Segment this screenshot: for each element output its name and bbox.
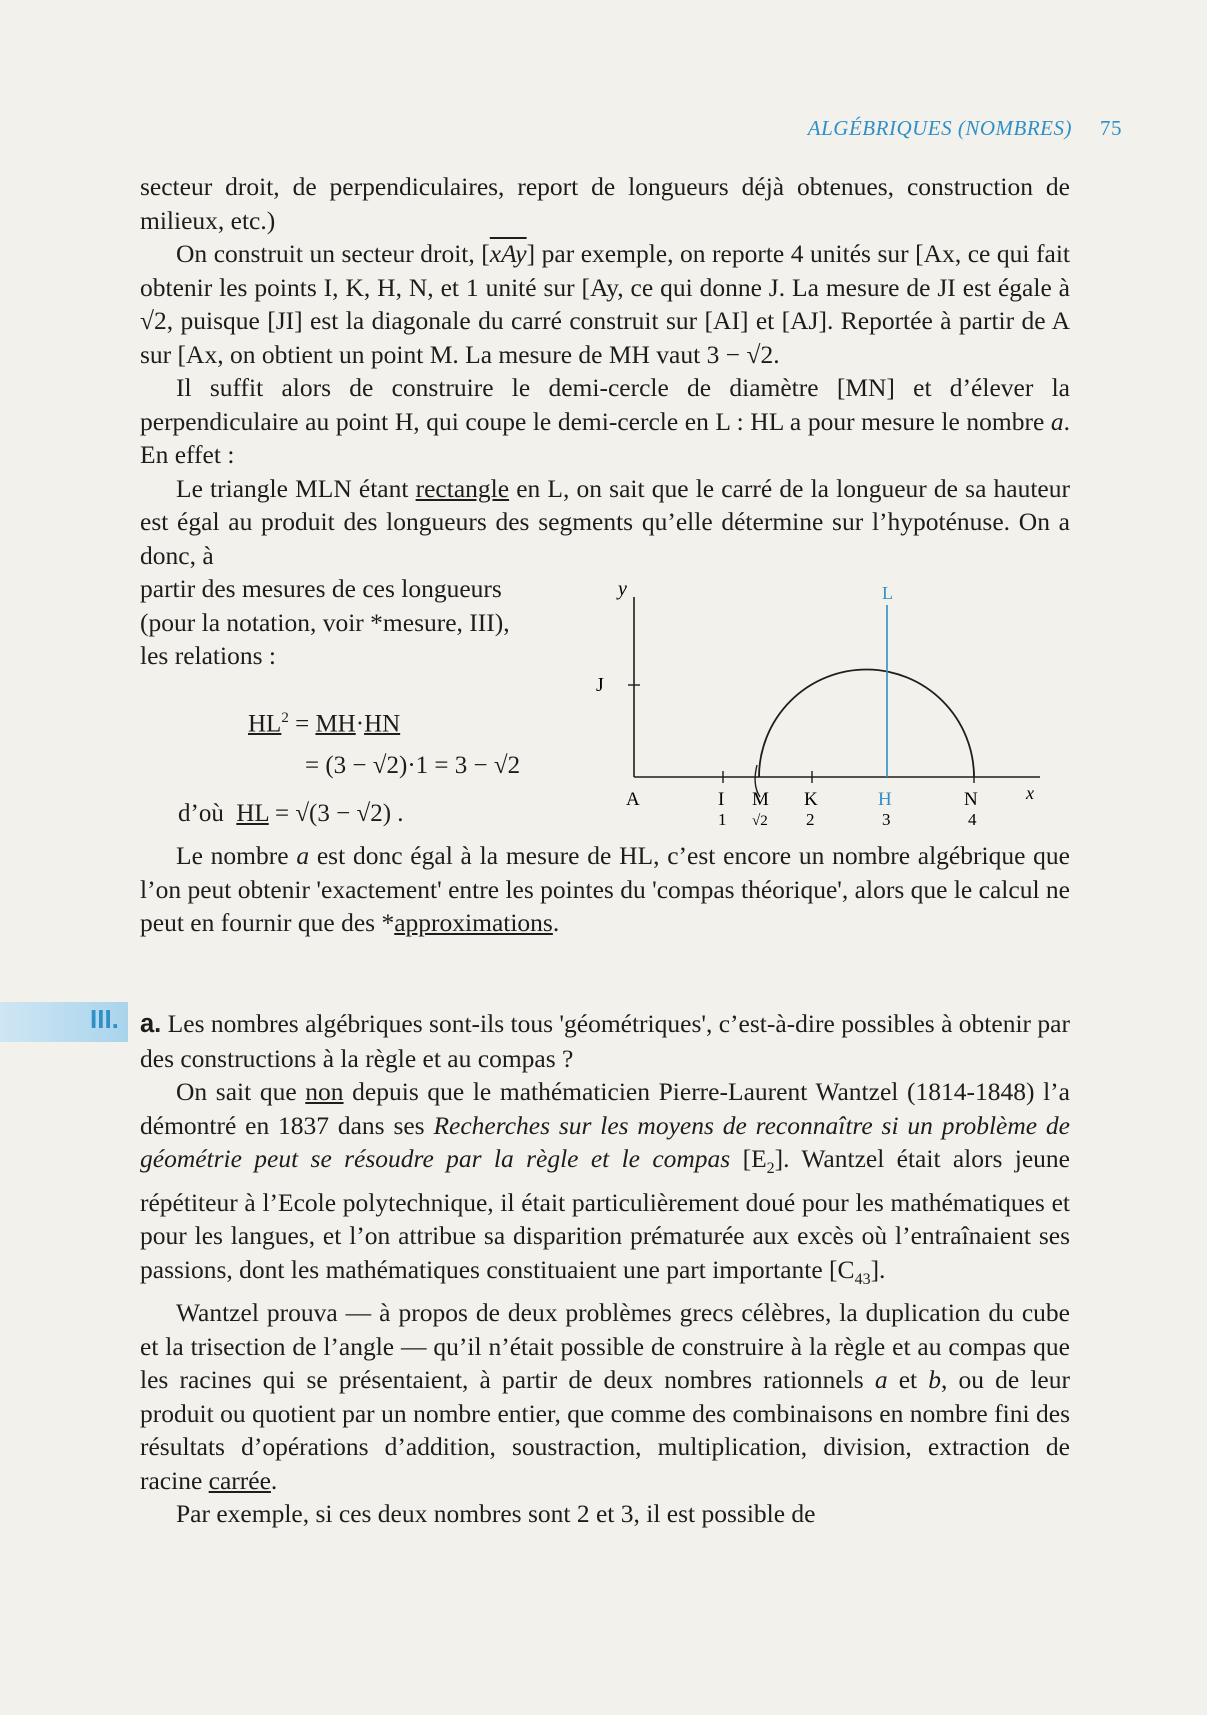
paragraph-5 [140,839,1070,940]
label-h: H [878,789,892,810]
angle-xay: $\overline{xAy}$ [489,239,527,268]
formula-eq: = [288,710,316,738]
p7-text-a: On sait que [176,1077,306,1106]
formula-dou: d’où [178,800,224,827]
formula-hl-2: HL [236,800,269,827]
paragraph-2 [140,237,1070,371]
p7-text-e: ]. [870,1254,886,1284]
paragraph-4 [140,472,1070,573]
text-block-bottom [140,1007,1070,1531]
p4-text-c: partir des mesures de ces longueurs [140,574,502,603]
var-a-2: a [296,841,310,870]
formula-line-1 [248,710,400,738]
p5-text-b: est donc égal à la mesure de HL, c’est encore un nombre algébrique que l’on peut obtenir 'exactement' entre les pointes du 'compas théorique', alors que le calcul ne peut en fournir que des * [140,841,1070,937]
formula-line-2: = (3 − √2)·1 = 3 − √2 [305,752,521,779]
paragraph-7 [140,1075,1070,1296]
p4-text-e: les relations : [140,641,276,670]
p3-text-b: . En effet : [140,406,1070,469]
chapter-title: ALGÉBRIQUES (NOMBRES) [807,116,1072,140]
paragraph-3 [140,371,1070,472]
semicircle-figure [560,575,1080,825]
link-carree[interactable]: carrée [208,1465,271,1495]
link-non[interactable]: non [305,1077,344,1106]
p5-text-a: Le nombre [176,841,297,870]
formula-line-3 [178,800,404,828]
value-2: 2 [806,810,815,825]
label-m: M [752,789,769,810]
paragraph-9: Par exemple, si ces deux nombres sont 2 et 3, il est possible de [176,1499,816,1529]
text-block-wrap [140,572,610,673]
p4-text-b: en L, on sait que le carré de la longueur de sa hauteur est égal au produit des longueurs des segments qu’elle détermine sur l’hypoténuse. On a donc, à [140,473,1070,570]
running-head [808,116,1122,141]
text-block-top [140,170,1070,572]
section-label: III. [90,1004,119,1034]
label-n: N [964,789,978,810]
label-y: y [618,578,627,600]
label-l: L [882,583,893,603]
label-i: I [718,789,725,810]
p2-text-b: ] par exemple, on reporte 4 unités sur [Ax, ce qui fait obtenir les points I, K, H, N, et 1 unité sur [Ay, ce qui donne J. La mesure de JI est égale à √2, puisque [JI] est la diagonale du carré construit sur [AI] et [AJ]. Reportée à partir de A sur [Ax, on obtient un point M. La mesure de MH vaut 3 − √2. [140,239,1070,369]
p4-text-d: (pour la notation, voir *mesure, III), [140,607,510,637]
formula-exponent: 2 [281,710,289,726]
formula-mh: MH [315,710,356,738]
p6-lead: a. [140,1010,162,1038]
p4-text-a: Le triangle MLN étant [176,473,416,503]
value-sqrt2: √2 [752,813,768,825]
p5-text-c: . [552,908,560,937]
link-rectangle[interactable]: rectangle [415,473,510,503]
formula-hl: HL [248,710,282,738]
label-x: x [1026,783,1034,803]
var-b: b [928,1365,942,1395]
book-title: Recherches sur les moyens de reconnaître si un problème de géométrie peut se résoudre par la règle et le compas [140,1110,1070,1173]
p3-text-a: Il suffit alors de construire le demi-cercle de diamètre [MN] et d’élever la perpendiculaire au point H, qui coupe le demi-cercle en L : HL a pour mesure le nombre [140,373,1070,436]
paragraph-6 [140,1007,1070,1075]
ref-sub-1: 2 [766,1160,775,1178]
formula-hn: HN [364,710,401,738]
link-approximations[interactable]: approximations [394,908,553,937]
semicircle [759,670,974,777]
p8-text-b: , ou de leur produit ou quotient par un nombre entier, que comme des combinaisons en nombre fini des résultats d’opérations d’addition, soustraction, multiplication, division, extraction de racine [140,1365,1070,1495]
text-block-middle [140,839,1070,940]
var-a-3: a [874,1365,888,1395]
value-3: 3 [882,810,891,825]
page-number: 75 [1100,116,1122,140]
p8-text-c: . [270,1465,278,1495]
p7-text-c: [E [730,1144,767,1173]
p6-text: Les nombres algébriques sont-ils tous 'géométriques', c’est-à-dire possibles à obtenir par des constructions à la règle et au compas ? [140,1009,1070,1073]
value-4: 4 [968,810,977,825]
formula-result: = √(3 − √2) . [274,800,404,827]
paragraph-1: secteur droit, de perpendiculaires, report de longueurs déjà obtenues, construction de milieux, etc.) [140,172,1070,235]
p7-text-b: depuis que le mathématicien Pierre-Laurent Wantzel (1814-1848) l’a démontré en 1837 dans ses [140,1077,1070,1140]
p8-et: et [887,1365,929,1395]
p8-text-a: Wantzel prouva — à propos de deux problèmes grecs célèbres, la duplication du cube et la trisection de l’angle — qu’il n’était possible de construire à la règle et au compas que les racines qui se présentaient, à partir de deux nombres rationnels [140,1298,1070,1395]
p2-text-a: On construit un secteur droit, [ [176,239,490,268]
label-a: A [626,789,640,810]
value-1: 1 [718,810,727,825]
formula-dot: · [355,710,365,738]
p7-text-d: ]. Wantzel était alors jeune répétiteur à l’Ecole polytechnique, il était particulièrement doué pour les mathématiques et pour les langues, et l’on attribue sa disparition prématurée aux excès où l’entraînaient ses passions, dont les mathématiques constituaient une part importante [C [140,1144,1070,1284]
paragraph-8 [140,1296,1070,1497]
label-j: J [596,674,604,696]
var-a: a [1050,406,1064,436]
ref-sub-2: 43 [854,1270,871,1288]
label-k: K [804,789,818,810]
